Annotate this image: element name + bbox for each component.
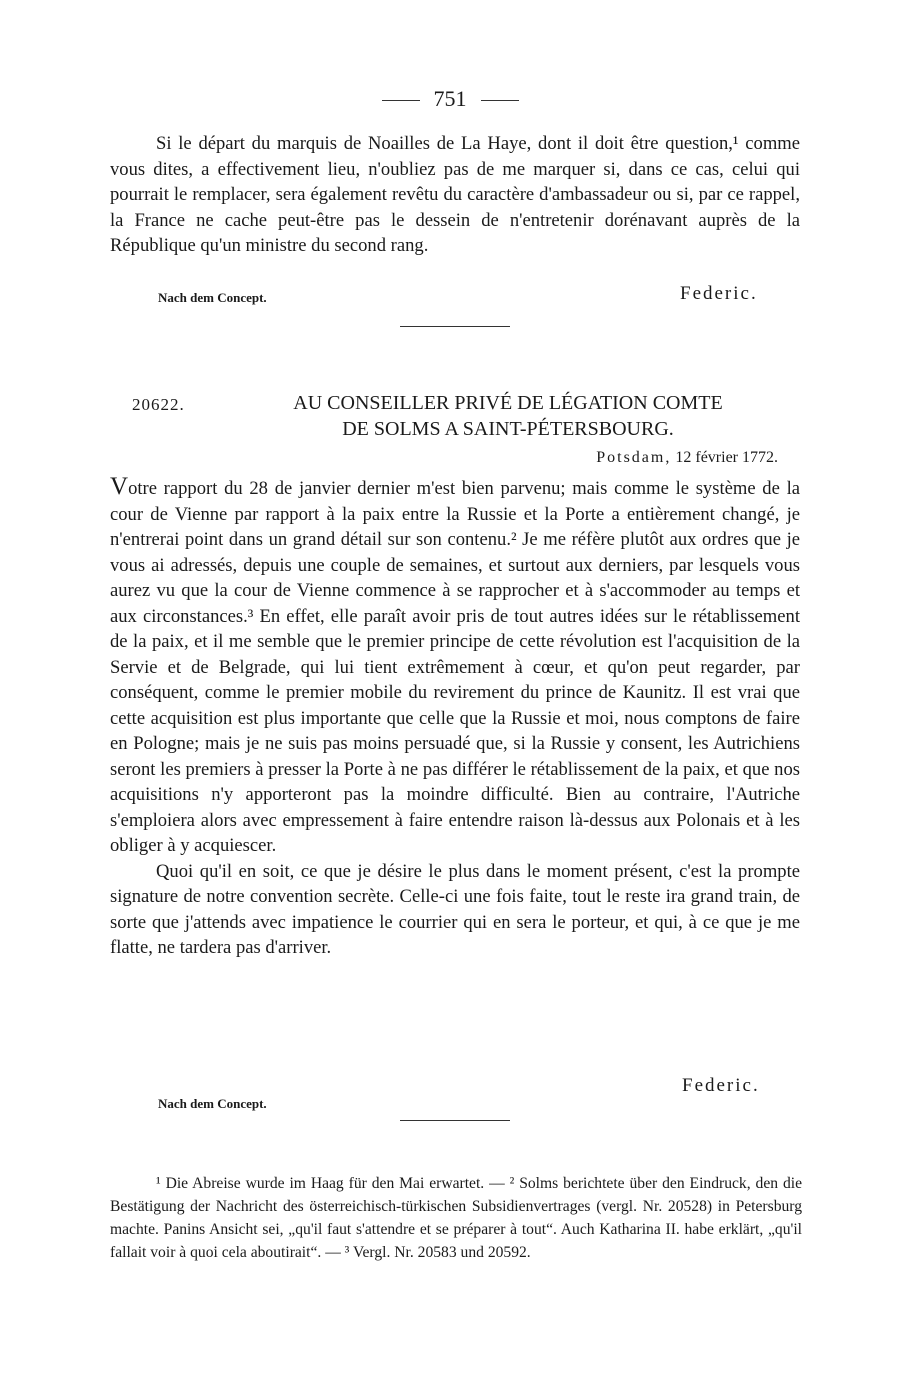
dateline-place: Potsdam, [596,449,672,466]
letter-title [228,390,788,442]
letter-signature: Federic. [682,1075,760,1096]
letter-source: Nach dem Concept. [158,1096,267,1111]
page-number-line [0,86,900,112]
previous-letter-source: Nach dem Concept. [158,290,267,305]
previous-letter-paragraph: Si le départ du marquis de Noailles de La Haye, dont il doit être question,¹ comme vous dites, a effectivement lieu, n'oubliez pas de me marquer si, dans ce cas, celui qui pourrait le remplacer, sera également revêtu du caractère d'ambassadeur ou si, par ce rappel, la France ne cache peut-être pas le dessein de n'entretenir dorénavant auprès de la République qu'un ministre du second rang. [110,133,800,256]
footnotes [110,1172,802,1264]
section-divider-2 [400,1120,510,1121]
page-number: 751 [433,86,467,111]
letter-body [110,474,800,961]
previous-letter-signature: Federic. [680,283,758,304]
page-number-dash-right [481,100,519,101]
dateline-date: 12 février 1772. [675,449,778,466]
section-divider [400,326,510,327]
letter-paragraph-1 [110,474,800,859]
drop-cap: V [110,473,129,500]
letter-title-line-1: AU CONSEILLER PRIVÉ DE LÉGATION COMTE [293,392,723,414]
letter-number: 20622. [132,395,185,414]
letter-paragraph-2: Quoi qu'il en soit, ce que je désire le plus dans le moment présent, c'est la prompte signature de notre convention secrète. Celle-ci une fois faite, tout le reste ira grand train, de sorte que j'attends avec impatience le courrier qui en sera le porteur, et qui, à ce que je me flatte, ne tardera pas d'arriver. [110,860,800,958]
letter-paragraph-1-text: otre rapport du 28 de janvier dernier m'est bien parvenu; mais comme le système de la cour de Vienne par rapport à la paix entre la Russie et la Porte a entièrement changé, je n'entrerai point dans un grand détail sur son contenu.² Je me réfère plutôt aux ordres que je vous ai adressés, depuis une couple de semaines, et surtout aux derniers, par lesquels vous aurez vu que la cour de Vienne commence à se rapprocher et à s'accommoder au temps et aux circonstances.³ En effet, elle paraît avoir pris de tout autres idées sur le rétablissement de la paix, et il me semble que le premier principe de cette révolution est l'acquisition de la Servie et de Belgrade, qui lui tient extrêmement à cœur, et qu'on peut regarder, par conséquent, comme le premier mobile du revirement du prince de Kaunitz. Il est vrai que cette acquisition est plus importante que celle que la Russie et moi, nous comptons de faire en Pologne; mais je ne suis pas moins persuadé que, si la Russie y consent, les Autrichiens seront les premiers à presser la Porte à ne pas différer le rétablissement de la paix, et que nos acquisitions n'y apporteront pas la moindre difficulté. Bien au contraire, l'Autriche s'emploiera alors avec empressement à faire entendre raison là-dessus aux Polonais et à les obliger à y acquiescer. [110,478,800,856]
page-number-dash-left [382,100,420,101]
letter-title-line-2: DE SOLMS A SAINT-PÉTERSBOURG. [342,418,674,440]
dateline [596,449,778,467]
previous-letter-text [110,131,800,259]
footnotes-text: ¹ Die Abreise wurde im Haag für den Mai erwartet. — ² Solms berichtete über den Eindruck, den die Bestätigung der Nachricht des österreichisch-türkischen Subsidienvertrages (vergl. Nr. 20528) in Petersburg machte. Panins Ansicht sei, „qu'il faut s'attendre et se préparer à tout“. Auch Katharina II. habe erklärt, „qu'il fallait voir à quoi cela aboutirait“. — ³ Vergl. Nr. 20583 und 20592. [110,1175,802,1261]
